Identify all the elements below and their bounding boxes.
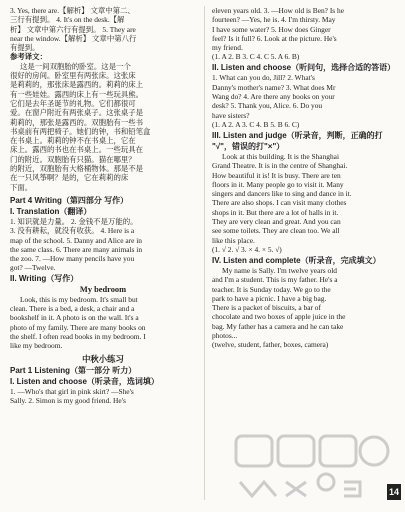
text-line: clean. There is a bed, a desk, a chair and a xyxy=(10,304,135,314)
text-line: I have some water? 5. How does Ginger xyxy=(212,24,331,34)
text-line: (1. A 2. A 3. C 4. B 5. B 6. C) xyxy=(212,119,300,129)
section-heading: "√"，错误的打"×"） xyxy=(212,141,285,151)
text-line: 有提到。 xyxy=(10,43,40,53)
text-line: 下面。 xyxy=(10,182,33,192)
text-line: have sisters? xyxy=(212,110,250,120)
text-line: desk? 5. Thank you, Alice. 6. Do you xyxy=(212,101,323,111)
text-line: 1. 知识就是力量。 2. 金钱不是万能的。 xyxy=(10,216,138,226)
text-line: photo of my family. There are many books on xyxy=(10,322,146,332)
left-column xyxy=(10,6,196,405)
text-line: like this place. xyxy=(212,235,255,245)
text-line: 很好的房间。卧室里有两张床。这张床 xyxy=(10,71,136,81)
text-line: 这是一间双胞胎的卧室。这是一个 xyxy=(20,61,131,71)
text-line: floors in it. Many people go to visit it. Many xyxy=(212,179,344,189)
text-line: 门的附近。双胞胎有只猫。猫在哪里？ xyxy=(10,154,136,164)
text-line: 莉莉的，那张是露西的。双胞胎有一些书 xyxy=(10,117,144,127)
section-title: My bedroom xyxy=(79,284,127,294)
text-line: They are very clean and great. And you can xyxy=(212,217,341,227)
text-line: 床上。露西的书也在书桌上。一些玩具在 xyxy=(10,145,144,155)
text-line: My name is Sally. I'm twelve years old xyxy=(222,265,337,275)
watermark-logo xyxy=(232,432,392,500)
text-line: the same class. 6. There are many animals in xyxy=(10,244,143,254)
text-line: 在一只风筝啊？是的，它在莉莉的床 xyxy=(10,173,129,183)
section-heading: II. Writing（写作） xyxy=(10,273,79,283)
text-line: 析】 文章中第六行有提到。 5. They are xyxy=(10,24,136,34)
text-line: near the window.【解析】 文章中第八行 xyxy=(10,33,137,43)
page-number: 14 xyxy=(387,484,401,500)
text-line: 三行有提到。 4. It's on the desk.【解 xyxy=(10,15,125,25)
text-line: 它们是去年圣诞节的礼物。它们都很可 xyxy=(10,98,136,108)
text-line: Look at this building. It is the Shanghai xyxy=(222,151,340,161)
text-line: teacher. It is Sunday today. We go to the xyxy=(212,284,331,294)
text-line: 3. Yes, there are.【解析】 文章中第二、 xyxy=(10,6,135,15)
text-line: see some toilets. They are clean too. We all xyxy=(212,226,340,236)
text-line: Sally. 2. Simon is my good friend. He's xyxy=(10,395,126,405)
text-line: 在书桌上。莉莉的钟不在书桌上，它在 xyxy=(10,136,136,146)
text-line: my friend. xyxy=(212,43,243,53)
text-line: the zoo. 7. —How many pencils have you xyxy=(10,254,135,264)
text-line: photos... xyxy=(212,331,238,341)
text-line: Look, this is my bedroom. It's small but xyxy=(20,294,138,304)
section-heading: Part 1 Listening（第一部分 听力） xyxy=(10,365,137,375)
text-line: (1. √ 2. √ 3. × 4. × 5. √) xyxy=(212,244,282,254)
column-divider xyxy=(204,6,205,500)
text-line: How beautiful it is! It is busy. There are ten xyxy=(212,170,341,180)
text-line: 1. What can you do, Jill? 2. What's xyxy=(212,73,315,83)
text-line: shops in it. But there are a lot of halls in it. xyxy=(212,207,339,217)
section-title: 中秋小练习 xyxy=(82,354,124,364)
section-heading: II. Listen and choose（听问句，选择合适的答语） xyxy=(212,63,396,73)
text-line: 爱。在窗户附近有两张桌子。这张桌子是 xyxy=(10,108,144,118)
text-line: chocolate and two boxes of apple juice in the xyxy=(212,312,346,322)
text-line: and I'm a student. This is my father. He's a xyxy=(212,275,338,285)
section-heading: Part 4 Writing（第四部分 写作） xyxy=(10,195,129,205)
section-heading: III. Listen and judge（听录音，判断，正确的打 xyxy=(212,130,383,140)
section-heading: I. Translation（翻译） xyxy=(10,206,92,216)
section-heading: I. Listen and choose（听录音，选词填） xyxy=(10,376,159,386)
text-line: (twelve, student, father, boxes, camera) xyxy=(212,340,329,350)
section-heading: IV. Listen and complete（听录音，完成填文） xyxy=(212,255,381,265)
text-line: (1. A 2. B 3. C 4. C 5. A 6. B) xyxy=(212,52,300,62)
text-line: 1. —Who's that girl in pink skirt? —She's xyxy=(10,386,134,396)
text-line: like my bedroom. xyxy=(10,341,63,351)
text-line: the shelf. I often read books in my bedroom. I xyxy=(10,331,146,341)
text-line: 有一些娃娃。露西的床上有一些玩具熊。 xyxy=(10,89,144,99)
text-line: 3. 没有耕耘，就没有收获。 4. Here is a xyxy=(10,226,135,236)
text-line: Wang do? 4. Are there any books on your xyxy=(212,92,335,102)
text-line: eleven years old. 3. —How old is Ben? Is he xyxy=(212,6,344,15)
text-line: bookshelf in it. A photo is on the wall. It's a xyxy=(10,313,139,323)
text-line: 参考译文： xyxy=(10,52,47,62)
text-line: 是莉莉的，那张床是露西的。莉莉的床上 xyxy=(10,80,144,90)
text-line: Danny's mother's name? 3. What does Mr xyxy=(212,82,336,92)
right-column xyxy=(212,6,398,350)
text-line: 书桌前有两把椅子。她们的钟，书和铅笔盒 xyxy=(10,126,151,136)
text-line: 的附近，双胞胎有大格桶物体。那是不是 xyxy=(10,164,144,174)
text-line: singers and dancers like to sing and dance in it. xyxy=(212,189,352,199)
text-line: feel? Is it full? 6. Look at the picture. He's xyxy=(212,33,337,43)
text-line: There is a packet of biscuits, a bar of xyxy=(212,303,321,313)
text-line: bag. My father has a camera and he can take xyxy=(212,321,344,331)
text-line: There are also shops. I can visit many clothes xyxy=(212,198,347,208)
text-line: Grand Theatre. It is in the centre of Shanghai. xyxy=(212,161,348,171)
text-line: park to have a picnic. I have a big bag. xyxy=(212,293,327,303)
text-line: got? —Twelve. xyxy=(10,263,56,273)
text-line: map of the school. 5. Danny and Alice are in xyxy=(10,235,142,245)
text-line: fourteen? —Yes, he is. 4. I'm thirsty. May xyxy=(212,15,336,25)
